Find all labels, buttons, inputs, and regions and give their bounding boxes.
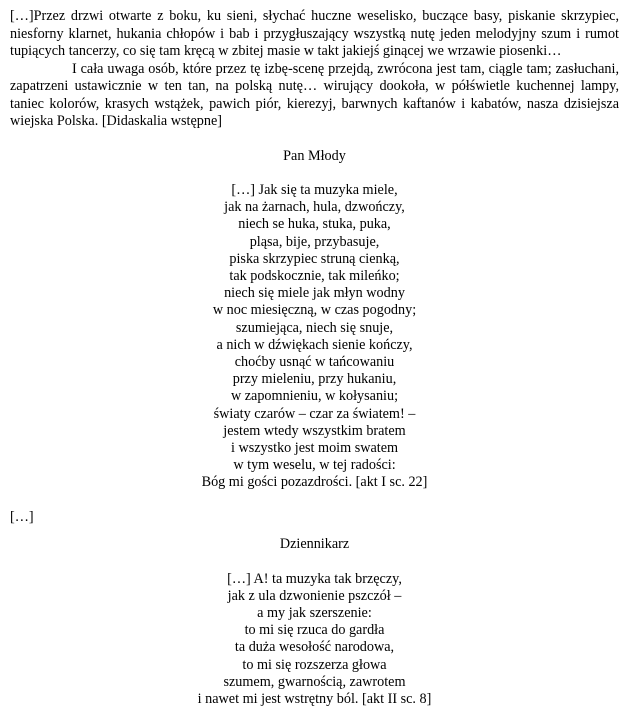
poem-pan-mlody — [10, 182, 619, 492]
verse-line: i nawet mi jest wstrętny ból. [akt II sc. 8] — [197, 691, 432, 708]
speaker-heading-pan-mlody: Pan Młody — [283, 147, 346, 164]
verse-line: jak z ula dzwonienie pszczół – — [227, 587, 402, 604]
speaker-heading-dziennikarz: Dziennikarz — [279, 536, 350, 553]
verse-line: jestem wtedy wszystkim bratem — [223, 422, 406, 439]
verse-line: tak podskocznie, tak mileńko; — [229, 268, 400, 285]
verse-line: piska skrzypiec struną cienką, — [229, 250, 400, 267]
verse-line: przy mieleniu, przy hukaniu, — [232, 371, 397, 388]
omission-separator: […] — [10, 508, 34, 525]
verse-line: a my jak szerszenie: — [257, 605, 372, 622]
verse-line: choćby usnąć w tańcowaniu — [234, 354, 395, 371]
verse-line: w zapomnieniu, w kołysaniu; — [230, 388, 399, 405]
verse-line: niech się miele jak młyn wodny — [224, 285, 405, 302]
stage-direction-paragraph-1: […]Przez drzwi otwarte z boku, ku sieni, słychać huczne weselisko, buczące basy, piskanie skrzypiec, niesforny klarnet, hukania chłopów i bab i przygłuszający wszystką nutę jeden melodyjny szum i rumot tupiących tancerzy, co się tam kręcą w zbitej masie w takt jakiejś ginącej we wrzawie piosenki… — [10, 8, 619, 59]
verse-line: w tym weselu, w tej radości: — [233, 457, 396, 474]
verse-line: ta duża wesołość narodowa, — [234, 639, 395, 656]
stage-direction-paragraph-2: I cała uwaga osób, które przez tę izbę-scenę przejdą, zwrócona jest tam, ciągle tam; zasłuchani, zapatrzeni ustawicznie w ten tan, na polską nutę… wirujący dookoła, w półświetle kuchennej lampy, taniec kolorów, krasych wstążek, pawich piór, kierezyj, barwnych kaftanów i kabatów, nasza dzisiejsza wiejska Polska. [Didaskalia wstępne] — [10, 60, 619, 129]
verse-line: a nich w dźwiękach sienie kończy, — [216, 336, 413, 353]
verse-line: światy czarów – czar za światem! – — [213, 405, 416, 422]
verse-line: […] Jak się ta muzyka miele, — [231, 182, 398, 198]
verse-line: to mi się rzuca do gardła — [244, 622, 385, 639]
verse-line: to mi się rozszerza głowa — [242, 656, 387, 673]
verse-line: szumem, gwarnością, zawrotem — [223, 673, 406, 690]
poem-dziennikarz — [10, 571, 619, 709]
verse-line: szumiejąca, niech się snuje, — [235, 319, 394, 336]
verse-line: Bóg mi gości pozazdrości. [akt I sc. 22] — [201, 474, 428, 491]
verse-line: niech se huka, stuka, puka, — [238, 216, 391, 233]
verse-line: w noc miesięczną, w czas pogodny; — [212, 302, 417, 319]
verse-line: i wszystko jest moim swatem — [230, 440, 399, 457]
verse-line: […] A! ta muzyka tak brzęczy, — [227, 570, 402, 587]
verse-line: jak na żarnach, hula, dzwończy, — [224, 199, 405, 216]
verse-line: pląsa, bije, przybasuje, — [249, 233, 380, 250]
